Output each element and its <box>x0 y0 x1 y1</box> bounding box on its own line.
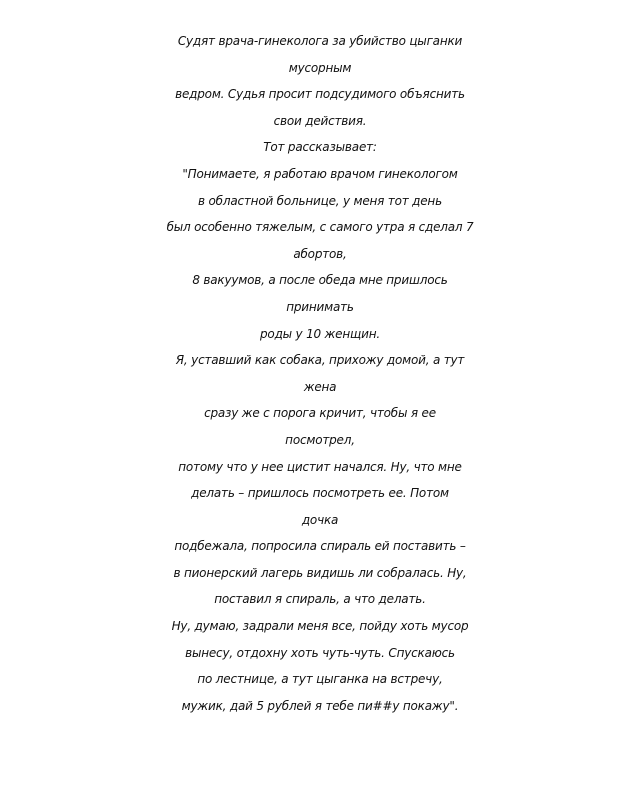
text-line: был особенно тяжелым, с самого утра я сделал 7 <box>166 220 474 235</box>
text-line: по лестнице, а тут цыганка на встречу, <box>197 672 443 687</box>
text-line: подбежала, попросила спираль ей поставить – <box>174 539 466 554</box>
text-line: свои действия. <box>273 113 367 128</box>
text-line: Ну, думаю, задрали меня все, пойду хоть мусор <box>171 619 469 634</box>
text-line: в пионерский лагерь видишь ли собралась. Ну, <box>173 565 467 580</box>
text-line: "Понимаете, я работаю врачом гинекологом <box>182 166 458 181</box>
text-line: потому что у нее цистит начался. Ну, что мне <box>178 459 462 474</box>
text-line: абортов, <box>293 246 347 261</box>
text-line: делать – пришлось посмотреть ее. Потом <box>191 486 449 501</box>
text-line: посмотрел, <box>285 432 355 447</box>
text-line: Судят врача-гинеколога за убийство цыганки <box>177 34 463 48</box>
text-line: принимать <box>286 299 354 314</box>
text-line: Я, уставший как собака, прихожу домой, а тут <box>175 353 465 368</box>
joke-text <box>0 28 640 719</box>
text-line: роды у 10 женщин. <box>260 326 380 341</box>
text-line: вынесу, отдохну хоть чуть-чуть. Спускаюсь <box>185 645 455 660</box>
text-line: мужик, дай 5 рублей я тебе пи##у покажу". <box>181 698 459 713</box>
text-line: мусорным <box>288 60 352 75</box>
text-line: в областной больнице, у меня тот день <box>198 193 442 208</box>
text-line: ведром. Судья просит подсудимого объяснить <box>175 87 465 102</box>
text-line: 8 вакуумов, а после обеда мне пришлось <box>192 273 448 288</box>
text-line: дочка <box>301 512 339 527</box>
text-line: сразу же с порога кричит, чтобы я ее <box>204 406 436 421</box>
text-line: Тот рассказывает: <box>263 140 377 155</box>
text-line: жена <box>303 379 337 394</box>
text-line: поставил я спираль, а что делать. <box>214 592 426 607</box>
